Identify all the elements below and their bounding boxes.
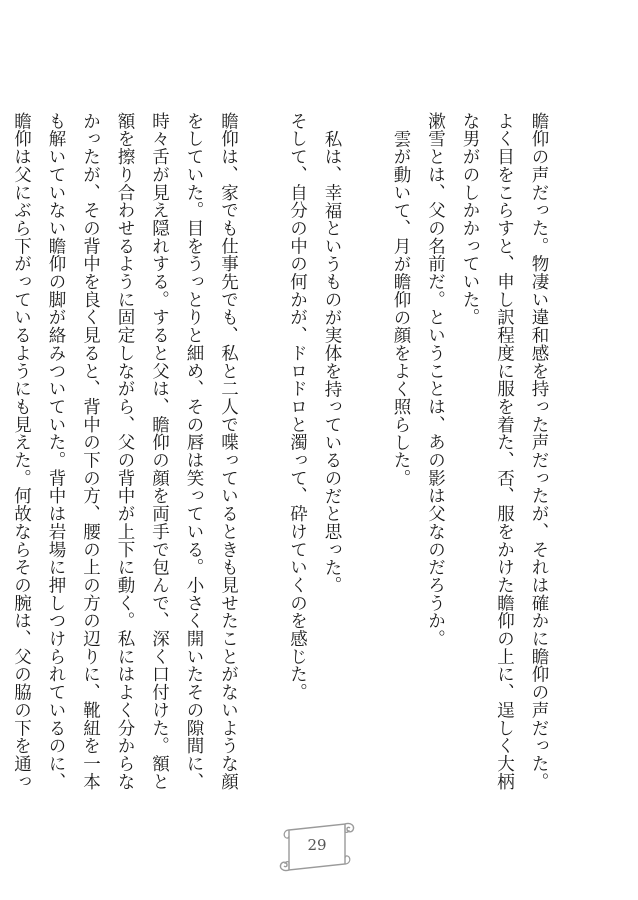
vertical-text-body bbox=[11, 112, 556, 802]
paragraph-1: 瞻仰の声だった。物凄い違和感を持った声だったが、それは確かに瞻仰の声だった。よく目をこらすと、申し訳程度に服を着た、否、服をかけた瞻仰の上に、逞しく大柄な男がのしかかっていた。 bbox=[460, 112, 549, 791]
paragraph-3: 雲が動いて、月が瞻仰の顔をよく照らした。 bbox=[391, 129, 411, 487]
paragraph-2: 漱雪とは、父の名前だ。ということは、あの影は父なのだろうか。 bbox=[425, 112, 446, 648]
page-number: 29 bbox=[307, 836, 327, 854]
page-number-scroll bbox=[275, 818, 359, 876]
paragraph-6: 瞻仰は、家でも仕事先でも、私と二人で喋っているときも見せたことがないような顔をしていた。目をうっとりと細め、その唇は笑っている。小さく開いたその隙間に、時々舌が見え隠れする。すると父は、瞻仰の顔を両手で包んで、深く口付けた。額と額を擦り合わせるように固定しながら、父の背中が上下に動く。私にはよく分からなかったが、その背中を良く見ると、背中の下の方、腰の上の方の辺りに、靴紐を一本も解いていない瞻仰の脚が絡みついていた。背中は岩場に押しつけられているのに、瞻仰は父にぶら下がっているようにも見えた。何故ならその腕は、父の脇の下を通っ bbox=[11, 112, 239, 791]
paragraph-4: 私は、幸福というものが実体を持っているのだと思った。 bbox=[322, 129, 342, 594]
paragraph-5: そして、自分の中の何かが、ドロドロと濁って、砕けていくのを感じた。 bbox=[287, 112, 308, 702]
